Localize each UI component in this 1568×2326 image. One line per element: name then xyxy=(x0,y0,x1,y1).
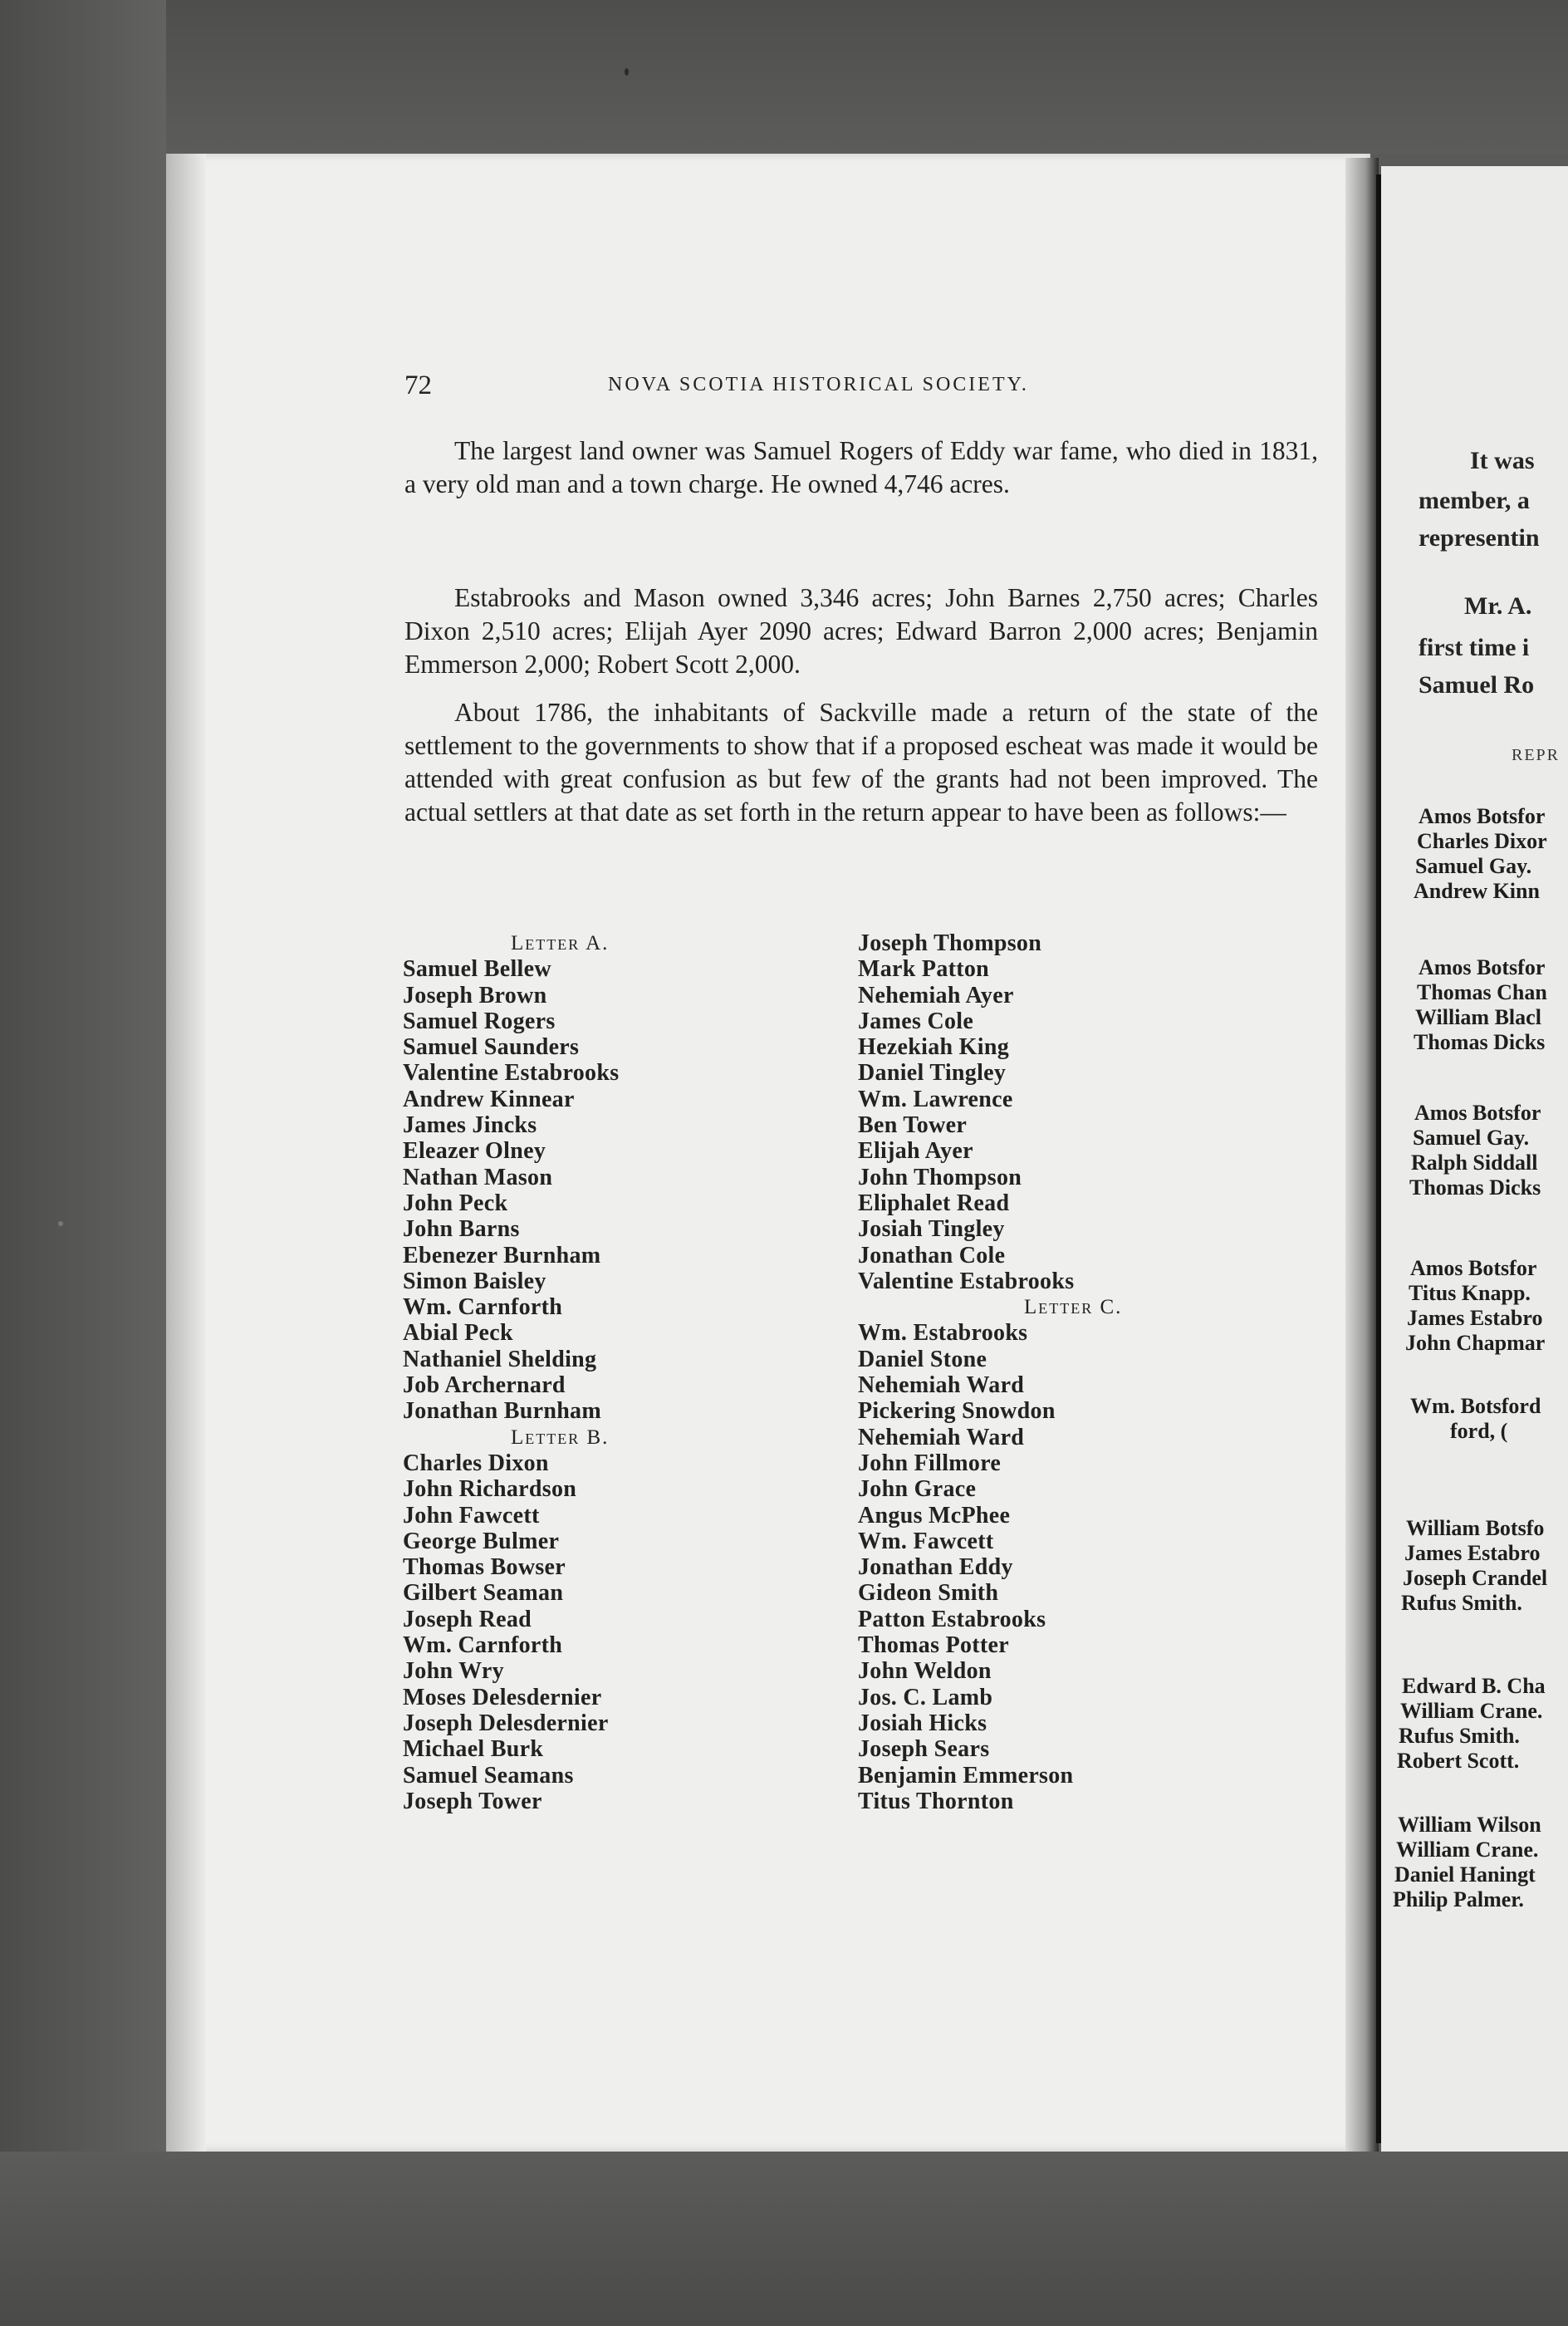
settler-name: Nehemiah Ward xyxy=(858,1424,1025,1450)
right-page xyxy=(1381,166,1568,2152)
settler-name: John Fillmore xyxy=(858,1450,1002,1476)
right-page-name: ford, ( xyxy=(1450,1419,1508,1443)
settler-name: Samuel Bellew xyxy=(403,956,551,983)
right-page-line: Mr. A. xyxy=(1464,592,1532,620)
settler-name: John Weldon xyxy=(858,1658,992,1685)
right-page-name: Titus Knapp. xyxy=(1409,1281,1531,1305)
settler-name: James Cole xyxy=(858,1008,974,1034)
left-page-edge-shadow xyxy=(166,154,206,2152)
right-page-name: William Wilson xyxy=(1398,1813,1541,1837)
right-page-name: Philip Palmer. xyxy=(1393,1887,1524,1911)
right-page-line: representin xyxy=(1419,524,1540,552)
right-page-name: James Estabro xyxy=(1407,1306,1543,1330)
settler-name: Gilbert Seaman xyxy=(403,1580,564,1607)
settler-name: Thomas Potter xyxy=(858,1632,1009,1659)
right-page-name: Samuel Gay. xyxy=(1415,854,1532,878)
right-page-name: Charles Dixor xyxy=(1417,829,1547,853)
settler-name: Joseph Delesdernier xyxy=(403,1710,609,1736)
right-page-name: William Crane. xyxy=(1396,1838,1539,1862)
right-page-line: It was xyxy=(1470,447,1535,474)
settler-name: Charles Dixon xyxy=(403,1450,549,1476)
settler-name: Ebenezer Burnham xyxy=(403,1242,601,1269)
settler-name: Nathaniel Shelding xyxy=(403,1346,597,1372)
right-page-name: Thomas Dicks xyxy=(1414,1030,1546,1054)
settler-name: John Thompson xyxy=(858,1164,1022,1190)
scan-speck xyxy=(58,1221,63,1226)
right-page-name: Amos Botsfor xyxy=(1410,1256,1537,1280)
settler-name: Wm. Fawcett xyxy=(858,1528,994,1554)
paragraph-3: About 1786, the inhabitants of Sackville made a return of the state of the settlement to the governments to show that if a proposed escheat was made it would be attended with great confusion as but few of the grants had not been improved. The actual settlers at that date as set forth in the return appear to have been as follows:— xyxy=(404,698,1318,827)
settler-name: Joseph Tower xyxy=(403,1788,542,1814)
settler-name: George Bulmer xyxy=(403,1528,560,1554)
right-page-name: Daniel Haningt xyxy=(1394,1862,1536,1887)
settler-name: Pickering Snowdon xyxy=(858,1398,1056,1425)
paragraph-2: Estabrooks and Mason owned 3,346 acres; John Barnes 2,750 acres; Charles Dixon 2,510 acres; Elijah Ayer 2090 acres; Edward Barron 2,000 acres; Benjamin Emmerson 2,000; Robert Scott 2,000. xyxy=(404,583,1318,679)
book-gutter xyxy=(1345,158,1379,2152)
settler-name: John Wry xyxy=(403,1658,504,1685)
settlers-list-column-a xyxy=(403,930,619,1814)
settler-name: Eliphalet Read xyxy=(858,1190,1010,1216)
settler-name: Josiah Tingley xyxy=(858,1216,1005,1243)
scan-speck xyxy=(625,68,629,76)
right-page-line: first time i xyxy=(1419,634,1530,661)
right-page-name: Thomas Chan xyxy=(1417,980,1547,1004)
right-page-name: Robert Scott. xyxy=(1397,1749,1520,1773)
settler-name: Wm. Carnforth xyxy=(403,1294,563,1321)
settler-name: Valentine Estabrooks xyxy=(403,1060,620,1087)
right-page-line: member, a xyxy=(1419,487,1530,514)
settler-name: Thomas Bowser xyxy=(403,1554,566,1581)
right-page-name: James Estabro xyxy=(1404,1541,1541,1565)
scan-background-left xyxy=(0,0,166,2326)
right-page-heading: REPR xyxy=(1512,746,1561,764)
settler-name: Joseph Brown xyxy=(403,982,547,1008)
right-page-name: William Botsfo xyxy=(1406,1516,1545,1540)
right-page-name: William Blacl xyxy=(1415,1005,1541,1029)
settler-name: Michael Burk xyxy=(403,1736,544,1763)
right-page-name: Ralph Siddall xyxy=(1411,1151,1538,1175)
settler-name: John Richardson xyxy=(403,1476,577,1503)
right-page-name: Amos Botsfor xyxy=(1414,1101,1541,1125)
settler-name: Joseph Read xyxy=(403,1606,532,1632)
settler-name: Andrew Kinnear xyxy=(403,1086,575,1112)
settler-name: John Barns xyxy=(403,1216,520,1243)
right-page-name: Thomas Dicks xyxy=(1409,1175,1541,1200)
settler-name: James Jincks xyxy=(403,1112,537,1139)
settler-name: Samuel Saunders xyxy=(403,1034,580,1061)
right-page-name: William Crane. xyxy=(1400,1699,1543,1723)
settler-name: Mark Patton xyxy=(858,956,990,983)
settler-name: John Peck xyxy=(403,1190,508,1216)
settler-name: Jos. C. Lamb xyxy=(858,1684,993,1710)
settler-name: Eleazer Olney xyxy=(403,1138,546,1165)
letter-heading: Letter A. xyxy=(511,932,610,954)
letter-heading: Letter B. xyxy=(511,1426,610,1449)
right-page-name: John Chapmar xyxy=(1405,1331,1546,1355)
right-page-name: Amos Botsfor xyxy=(1419,955,1546,979)
settler-name: Simon Baisley xyxy=(403,1268,546,1294)
settlers-list-column-b xyxy=(858,930,1122,1814)
settler-name: Elijah Ayer xyxy=(858,1138,973,1165)
settler-name: Ben Tower xyxy=(858,1112,968,1139)
page-number: 72 xyxy=(404,370,432,400)
settler-name: Moses Delesdernier xyxy=(403,1684,602,1710)
settler-name: Abial Peck xyxy=(403,1320,513,1347)
settler-name: Samuel Rogers xyxy=(403,1008,556,1034)
right-page-line: Samuel Ro xyxy=(1419,671,1535,699)
settler-name: Nehemiah Ward xyxy=(858,1372,1025,1399)
settler-name: Titus Thornton xyxy=(858,1788,1014,1814)
settler-name: Daniel Tingley xyxy=(858,1060,1007,1087)
settler-name: Daniel Stone xyxy=(858,1346,987,1372)
right-page-name: Edward B. Cha xyxy=(1402,1674,1546,1698)
right-page-name: Amos Botsfor xyxy=(1419,804,1546,828)
settler-name: Patton Estabrooks xyxy=(858,1606,1046,1632)
settler-name: Benjamin Emmerson xyxy=(858,1762,1074,1789)
settler-name: Wm. Estabrooks xyxy=(858,1320,1028,1347)
scan-background-top xyxy=(0,0,1568,154)
scan-background-bottom xyxy=(0,2152,1568,2326)
settler-name: Angus McPhee xyxy=(858,1502,1011,1529)
settler-name: Jonathan Eddy xyxy=(858,1554,1013,1581)
settler-name: Hezekiah King xyxy=(858,1034,1010,1061)
settler-name: Wm. Lawrence xyxy=(858,1086,1013,1112)
settler-name: Nehemiah Ayer xyxy=(858,982,1014,1008)
settler-name: Jonathan Burnham xyxy=(403,1398,601,1425)
settler-name: Job Archernard xyxy=(403,1372,566,1399)
settler-name: Josiah Hicks xyxy=(858,1710,987,1736)
settler-name: Joseph Thompson xyxy=(858,930,1042,956)
right-page-name: Andrew Kinn xyxy=(1414,879,1540,903)
settler-name: Gideon Smith xyxy=(858,1580,999,1607)
settler-name: Nathan Mason xyxy=(403,1164,553,1190)
settler-name: Valentine Estabrooks xyxy=(858,1268,1075,1294)
letter-heading: Letter C. xyxy=(1024,1296,1123,1319)
settler-name: John Grace xyxy=(858,1476,977,1503)
paragraph-1: The largest land owner was Samuel Rogers of Eddy war fame, who died in 1831, a very old man and a town charge. He owned 4,746 acres. xyxy=(404,436,1318,498)
right-page-name: Joseph Crandel xyxy=(1403,1566,1548,1590)
settler-name: Jonathan Cole xyxy=(858,1242,1006,1269)
running-head xyxy=(404,370,1330,404)
running-head-title: NOVA SCOTIA HISTORICAL SOCIETY. xyxy=(608,374,1029,395)
settler-name: Wm. Carnforth xyxy=(403,1632,563,1659)
settler-name: John Fawcett xyxy=(403,1502,540,1529)
right-page-name: Rufus Smith. xyxy=(1399,1724,1520,1748)
settler-name: Samuel Seamans xyxy=(403,1762,574,1789)
right-page-name: Wm. Botsford xyxy=(1410,1394,1541,1418)
right-page-name: Rufus Smith. xyxy=(1401,1591,1522,1615)
settler-name: Joseph Sears xyxy=(858,1736,990,1763)
right-page-name: Samuel Gay. xyxy=(1413,1126,1530,1150)
